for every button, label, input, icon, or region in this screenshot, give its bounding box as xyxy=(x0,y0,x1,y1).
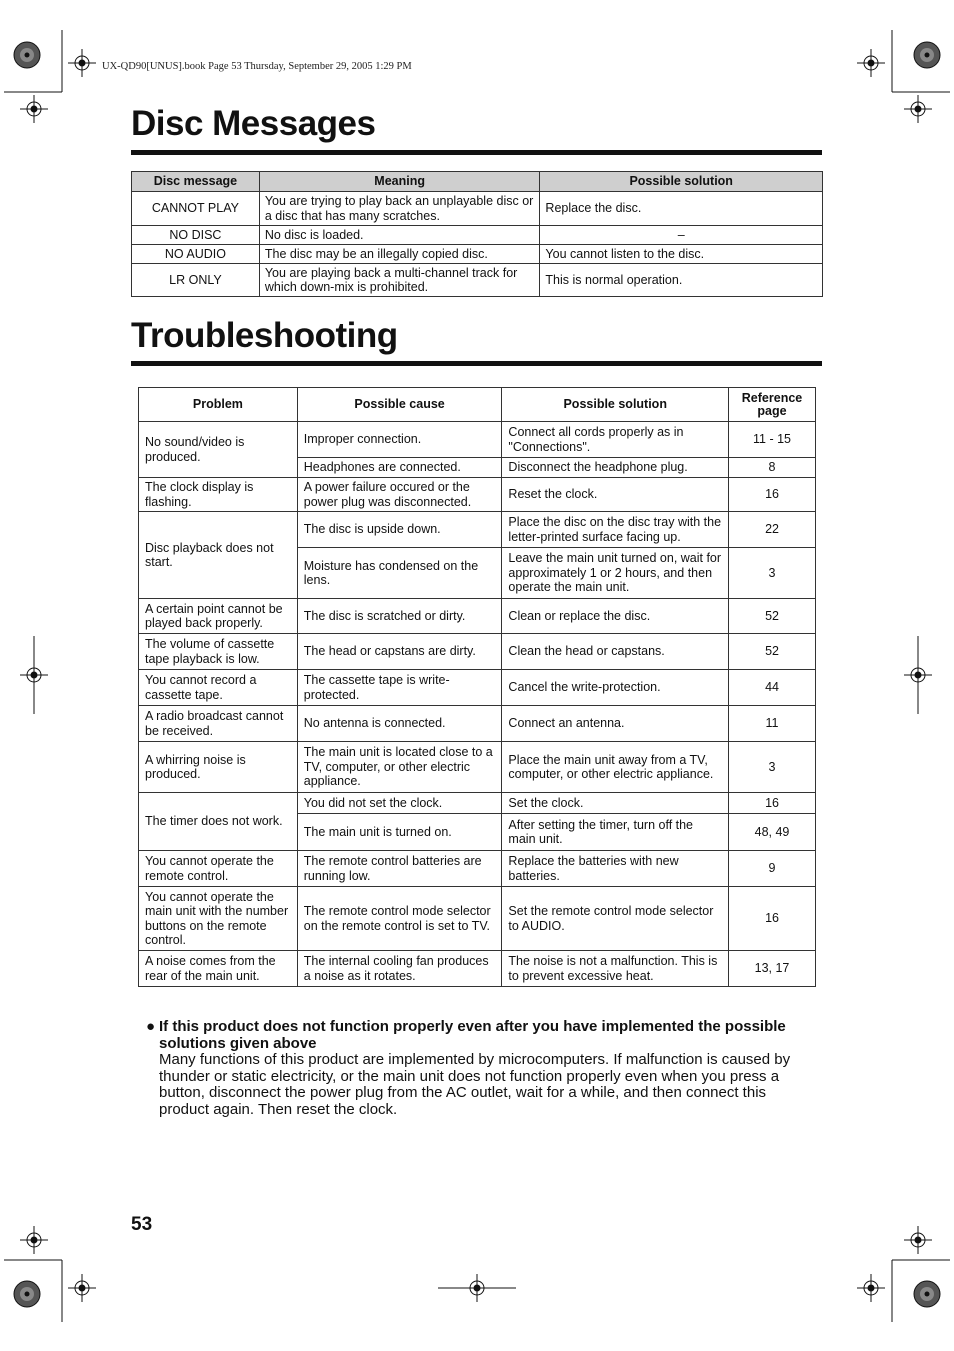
solution-cell: Connect all cords properly as in "Connections". xyxy=(502,422,729,458)
solution-cell: You cannot listen to the disc. xyxy=(540,245,823,264)
table-row xyxy=(139,742,816,793)
title-rule xyxy=(131,150,822,155)
table-row xyxy=(139,851,816,887)
solution-cell: Disconnect the headphone plug. xyxy=(502,458,729,478)
table-row xyxy=(139,634,816,670)
solution-cell: – xyxy=(540,226,823,245)
disc-messages-title: Disc Messages xyxy=(131,104,376,143)
solution-cell: Replace the batteries with new batteries. xyxy=(502,851,729,887)
cause-cell: The main unit is turned on. xyxy=(297,814,502,851)
reference-page-cell: 8 xyxy=(729,458,816,478)
table-header-row xyxy=(139,388,816,422)
reference-page-cell: 3 xyxy=(729,548,816,599)
table-row xyxy=(139,670,816,706)
cause-cell: The head or capstans are dirty. xyxy=(297,634,502,670)
cause-cell: The disc is upside down. xyxy=(297,512,502,548)
title-rule xyxy=(131,361,822,366)
troubleshooting-table xyxy=(138,387,816,987)
problem-cell: You cannot operate the main unit with the number buttons on the remote control. xyxy=(139,887,298,951)
column-header: Disc message xyxy=(132,172,260,192)
solution-cell: The noise is not a malfunction. This is to prevent excessive heat. xyxy=(502,951,729,987)
cause-cell: Headphones are connected. xyxy=(297,458,502,478)
column-header: Possible solution xyxy=(502,388,729,422)
disc-message-cell: LR ONLY xyxy=(132,264,260,297)
disc-message-cell: NO DISC xyxy=(132,226,260,245)
solution-cell: Clean or replace the disc. xyxy=(502,599,729,634)
cause-cell: The remote control mode selector on the remote control is set to TV. xyxy=(297,887,502,951)
reference-page-cell: 11 xyxy=(729,706,816,742)
table-row xyxy=(132,264,823,297)
solution-cell: Leave the main unit turned on, wait for approximately 1 or 2 hours, and then operate the main unit. xyxy=(502,548,729,599)
meaning-cell: You are trying to play back an unplayable disc or a disc that has many scratches. xyxy=(259,192,540,226)
reference-page-cell: 44 xyxy=(729,670,816,706)
cause-cell: The internal cooling fan produces a noise as it rotates. xyxy=(297,951,502,987)
problem-cell: A certain point cannot be played back properly. xyxy=(139,599,298,634)
table-row xyxy=(139,793,816,814)
disc-message-cell: NO AUDIO xyxy=(132,245,260,264)
table-row xyxy=(139,887,816,951)
reference-page-cell: 52 xyxy=(729,634,816,670)
cause-cell: Improper connection. xyxy=(297,422,502,458)
cause-cell: The main unit is located close to a TV, computer, or other electric appliance. xyxy=(297,742,502,793)
solution-cell: Place the main unit away from a TV, computer, or other electric appliance. xyxy=(502,742,729,793)
disc-message-cell: CANNOT PLAY xyxy=(132,192,260,226)
cause-cell: The cassette tape is write-protected. xyxy=(297,670,502,706)
column-header: Problem xyxy=(139,388,298,422)
meaning-cell: You are playing back a multi-channel track for which down-mix is prohibited. xyxy=(259,264,540,297)
reference-page-cell: 16 xyxy=(729,793,816,814)
table-row xyxy=(139,422,816,458)
cause-cell: A power failure occured or the power plug was disconnected. xyxy=(297,478,502,512)
malfunction-note xyxy=(146,1019,816,1118)
solution-cell: Place the disc on the disc tray with the letter-printed surface facing up. xyxy=(502,512,729,548)
print-header: UX-QD90[UNUS].book Page 53 Thursday, September 29, 2005 1:29 PM xyxy=(102,61,412,72)
solution-cell: After setting the timer, turn off the main unit. xyxy=(502,814,729,851)
reference-page-cell: 48, 49 xyxy=(729,814,816,851)
reference-page-cell: 52 xyxy=(729,599,816,634)
disc-messages-table xyxy=(131,171,823,297)
cause-cell: The disc is scratched or dirty. xyxy=(297,599,502,634)
solution-cell: Reset the clock. xyxy=(502,478,729,512)
cause-cell: The remote control batteries are running low. xyxy=(297,851,502,887)
table-row xyxy=(139,478,816,512)
table-row xyxy=(132,192,823,226)
reference-page-cell: 22 xyxy=(729,512,816,548)
problem-cell: No sound/video is produced. xyxy=(139,422,298,478)
reference-page-cell: 16 xyxy=(729,478,816,512)
problem-cell: A radio broadcast cannot be received. xyxy=(139,706,298,742)
problem-cell: You cannot operate the remote control. xyxy=(139,851,298,887)
solution-cell: Set the clock. xyxy=(502,793,729,814)
reference-page-cell: 13, 17 xyxy=(729,951,816,987)
solution-cell: Connect an antenna. xyxy=(502,706,729,742)
table-row xyxy=(139,512,816,548)
note-body: Many functions of this product are implemented by microcomputers. If malfunction is caused by thunder or static electricity, or the main unit does not function properly even when you press a button, disconnect the power plug from the AC outlet, wait for a while, and then connect this product again. Then reset the clock. xyxy=(159,1051,791,1118)
column-header: Reference page xyxy=(729,388,816,422)
table-header-row xyxy=(132,172,823,192)
solution-cell: Cancel the write-protection. xyxy=(502,670,729,706)
problem-cell: The timer does not work. xyxy=(139,793,298,851)
problem-cell: A whirring noise is produced. xyxy=(139,742,298,793)
table-row xyxy=(139,951,816,987)
reference-page-cell: 11 - 15 xyxy=(729,422,816,458)
problem-cell: You cannot record a cassette tape. xyxy=(139,670,298,706)
cause-cell: Moisture has condensed on the lens. xyxy=(297,548,502,599)
solution-cell: Replace the disc. xyxy=(540,192,823,226)
bullet-icon: ● xyxy=(146,1018,156,1035)
note-heading: If this product does not function properly even after you have implemented the possible solutions given above xyxy=(159,1018,786,1052)
table-row xyxy=(139,599,816,634)
table-row xyxy=(132,245,823,264)
table-row xyxy=(139,706,816,742)
solution-cell: This is normal operation. xyxy=(540,264,823,297)
cause-cell: You did not set the clock. xyxy=(297,793,502,814)
solution-cell: Set the remote control mode selector to AUDIO. xyxy=(502,887,729,951)
problem-cell: Disc playback does not start. xyxy=(139,512,298,599)
column-header: Meaning xyxy=(259,172,540,192)
reference-page-cell: 16 xyxy=(729,887,816,951)
problem-cell: A noise comes from the rear of the main unit. xyxy=(139,951,298,987)
problem-cell: The clock display is flashing. xyxy=(139,478,298,512)
problem-cell: The volume of cassette tape playback is low. xyxy=(139,634,298,670)
meaning-cell: The disc may be an illegally copied disc. xyxy=(259,245,540,264)
column-header: Possible cause xyxy=(297,388,502,422)
reference-page-cell: 9 xyxy=(729,851,816,887)
page-number: 53 xyxy=(131,1214,153,1235)
troubleshooting-title: Troubleshooting xyxy=(131,316,398,355)
solution-cell: Clean the head or capstans. xyxy=(502,634,729,670)
reference-page-cell: 3 xyxy=(729,742,816,793)
column-header: Possible solution xyxy=(540,172,823,192)
cause-cell: No antenna is connected. xyxy=(297,706,502,742)
table-row xyxy=(132,226,823,245)
meaning-cell: No disc is loaded. xyxy=(259,226,540,245)
